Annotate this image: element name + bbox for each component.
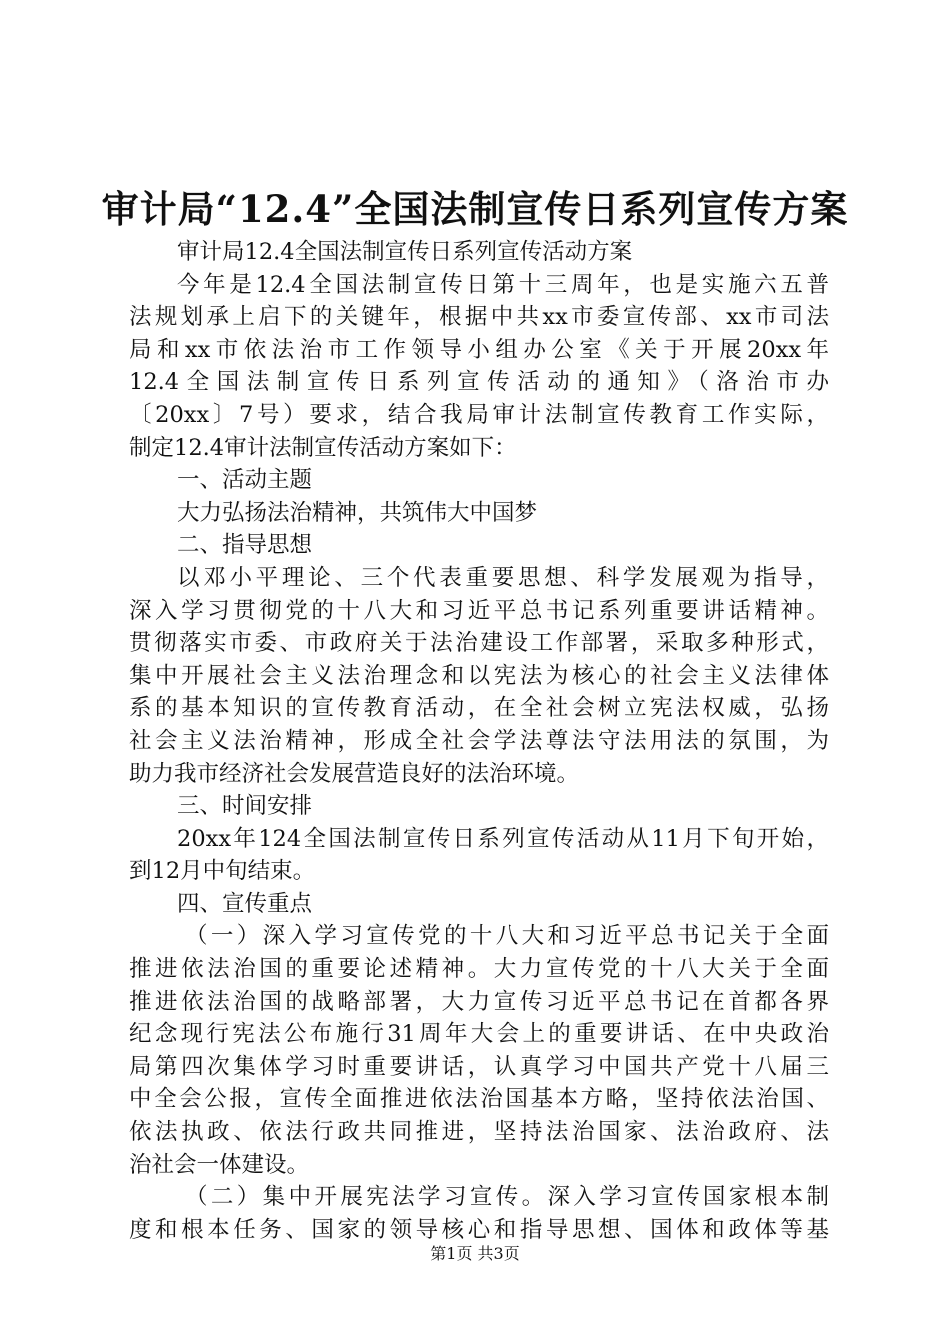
paragraph-line: 推进依法治国的重要论述精神。大力宣传党的十八大关于全面 [129, 956, 829, 983]
paragraph-line: 纪念现行宪法公布施行31周年大会上的重要讲话、在中央政治 [129, 1021, 829, 1048]
paragraph-line: 局第四次集体学习时重要讲话，认真学习中国共产党十八届三 [129, 1053, 829, 1080]
document-title: 审计局“12.4”全国法制宣传日系列宣传方案 [101, 187, 849, 231]
paragraph-line: 到12月中旬结束。 [129, 858, 316, 885]
section-heading: 三、时间安排 [177, 793, 313, 820]
section-heading: 四、宣传重点 [177, 890, 313, 917]
paragraph-line: 社会主义法治精神，形成全社会学法尊法守法用法的氛围，为 [129, 727, 829, 754]
paragraph-line: 度和根本任务、国家的领导核心和指导思想、国体和政体等基 [129, 1216, 829, 1243]
paragraph-line: 推进依法治国的战略部署，大力宣传习近平总书记在首都各界 [129, 988, 829, 1015]
paragraph-line: 贯彻落实市委、市政府关于法治建设工作部署，采取多种形式， [129, 630, 829, 657]
section-heading: 二、指导思想 [177, 532, 313, 559]
section-heading: 一、活动主题 [177, 467, 313, 494]
paragraph-line: （一）深入学习宣传党的十八大和习近平总书记关于全面 [185, 923, 829, 950]
page-footer: 第1页 共3页 [430, 1244, 520, 1263]
paragraph-line: 法规划承上启下的关键年，根据中共xx市委宣传部、xx市司法 [129, 304, 829, 331]
paragraph-line: 深入学习贯彻党的十八大和习近平总书记系列重要讲话精神。 [129, 597, 829, 624]
paragraph-line: 依法执政、依法行政共同推进，坚持法治国家、法治政府、法 [129, 1119, 829, 1146]
paragraph-line: （二）集中开展宪法学习宣传。深入学习宣传国家根本制 [185, 1184, 829, 1211]
paragraph-line: 局和xx市依法治市工作领导小组办公室《关于开展20xx年 [129, 336, 829, 363]
paragraph-line: 中全会公报，宣传全面推进依法治国基本方略，坚持依法治国、 [129, 1086, 829, 1113]
paragraph-line: 12.4全国法制宣传日系列宣传活动的通知》（洛治市办 [129, 369, 829, 396]
document-body [129, 236, 829, 1246]
paragraph-line: 集中开展社会主义法治理念和以宪法为核心的社会主义法律体 [129, 662, 829, 689]
paragraph-line: 以邓小平理论、三个代表重要思想、科学发展观为指导， [177, 564, 829, 591]
paragraph-line: 20xx年124全国法制宣传日系列宣传活动从11月下旬开始， [177, 825, 829, 852]
paragraph-line: 〔20xx〕7号）要求，结合我局审计法制宣传教育工作实际， [129, 401, 829, 428]
paragraph-line: 制定12.4审计法制宣传活动方案如下： [129, 434, 517, 461]
paragraph-line: 系的基本知识的宣传教育活动，在全社会树立宪法权威，弘扬 [129, 695, 829, 722]
paragraph-line: 治社会一体建设。 [129, 1151, 310, 1178]
paragraph-line: 今年是12.4全国法制宣传日第十三周年，也是实施六五普 [177, 271, 829, 298]
paragraph-line: 大力弘扬法治精神，共筑伟大中国梦 [177, 499, 538, 526]
paragraph-line: 审计局12.4全国法制宣传日系列宣传活动方案 [177, 239, 633, 265]
paragraph-line: 助力我市经济社会发展营造良好的法治环境。 [129, 760, 580, 787]
